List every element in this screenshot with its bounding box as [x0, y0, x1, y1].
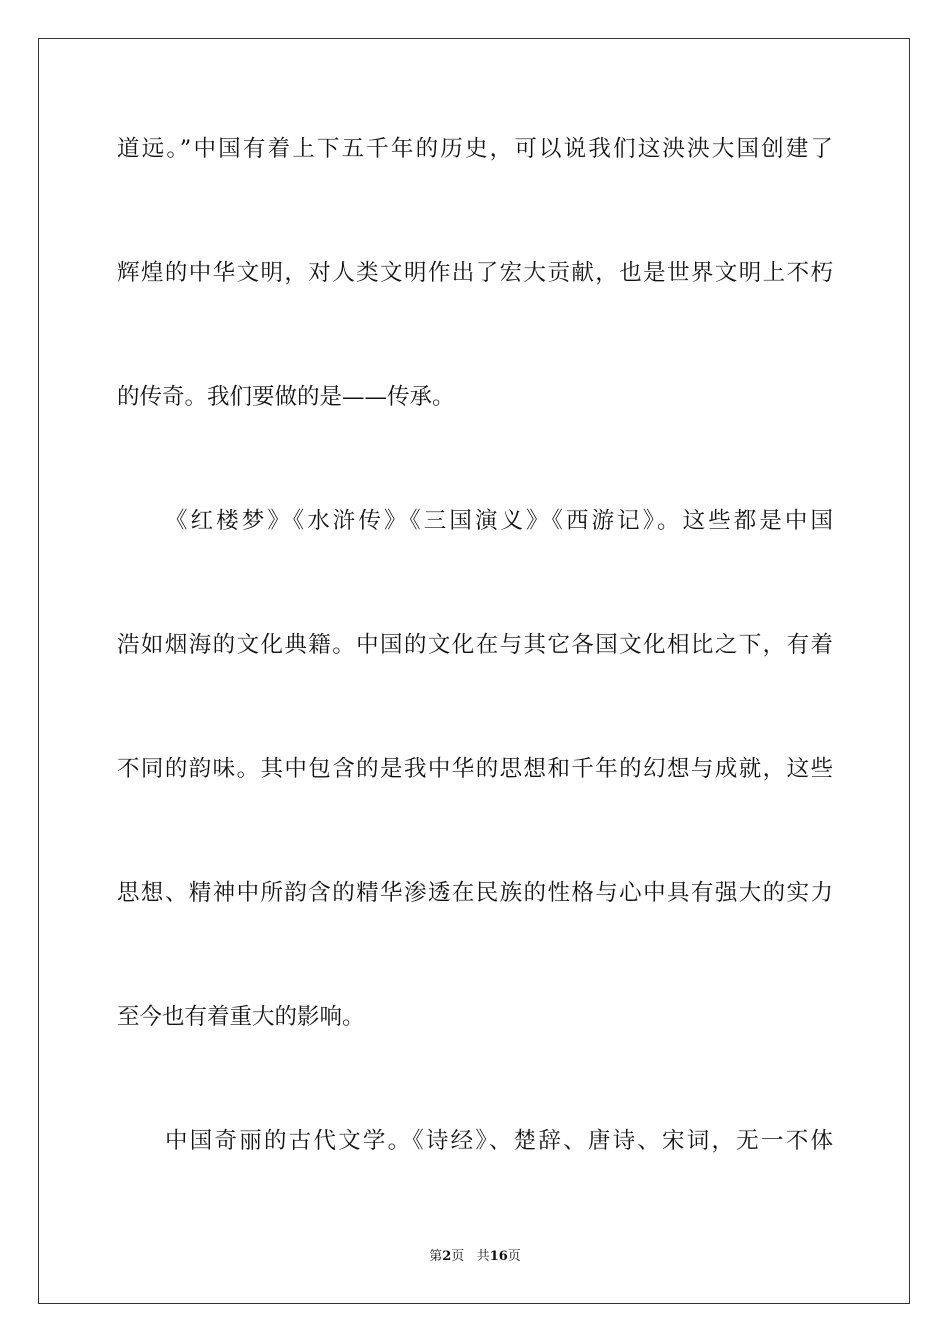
text-line-5: 浩如烟海的文化典籍。中国的文化在与其它各国文化相比之下，有着 — [117, 632, 833, 658]
text-line-6: 不同的韵味。其中包含的是我中华的思想和千年的幻想与成就，这些 — [117, 756, 833, 782]
text-line-1: 道远。”中国有着上下五千年的历史，可以说我们这泱泱大国创建了 — [117, 136, 833, 162]
total-pages: 16 — [489, 1249, 508, 1264]
page-footer — [0, 1248, 950, 1266]
text-line-4: 《红楼梦》《水浒传》《三国演义》《西游记》。这些都是中国 — [165, 508, 833, 534]
page-suffix: 页 — [451, 1249, 465, 1264]
text-line-2: 辉煌的中华文明，对人类文明作出了宏大贡献，也是世界文明上不朽 — [117, 260, 833, 286]
total-prefix: 共 — [476, 1249, 490, 1264]
text-line-3: 的传奇。我们要做的是——传承。 — [117, 384, 455, 410]
text-line-8: 至今也有着重大的影响。 — [117, 1004, 365, 1030]
page-number: 2 — [442, 1249, 452, 1264]
page-border — [38, 38, 910, 1304]
total-suffix: 页 — [507, 1249, 521, 1264]
page-prefix: 第 — [429, 1249, 443, 1264]
text-line-9: 中国奇丽的古代文学。《诗经》、楚辞、唐诗、宋词，无一不体 — [165, 1128, 833, 1154]
text-line-7: 思想、精神中所韵含的精华渗透在民族的性格与心中具有强大的实力 — [117, 880, 833, 906]
